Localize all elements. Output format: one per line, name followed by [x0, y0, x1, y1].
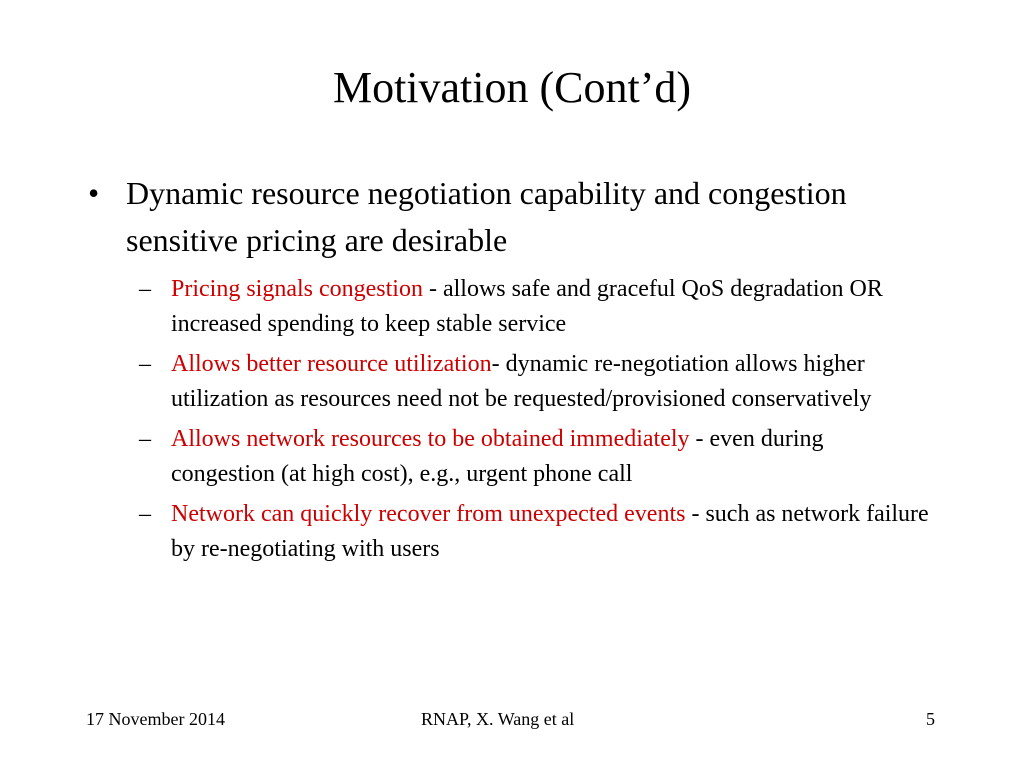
dash-glyph: – [139, 501, 151, 527]
sub-bullet-item [139, 497, 931, 567]
sub-bullet-item [139, 422, 931, 492]
dash-glyph: – [139, 426, 151, 452]
page-number: 5 [926, 709, 935, 729]
sub-bullet-list [139, 272, 931, 572]
bullet-glyph: • [88, 175, 100, 211]
sub-bullet-highlight: Allows better resource utilization [171, 351, 492, 377]
sub-bullet-item [139, 272, 931, 342]
dash-glyph: – [139, 351, 151, 377]
sub-bullet-item [139, 347, 931, 417]
main-bullet-text: Dynamic resource negotiation capability and congestion sensitive pricing are desirable [126, 175, 847, 258]
sub-bullet-text: - allows safe and graceful QoS degradation OR increased spending to keep stable service [171, 276, 883, 337]
sub-bullet-highlight: Pricing signals congestion [171, 276, 423, 302]
dash-glyph: – [139, 276, 151, 302]
sub-bullet-highlight: Network can quickly recover from unexpected events [171, 501, 686, 527]
sub-bullet-text: - such as network failure by re-negotiating with users [171, 501, 929, 562]
sub-bullet-text: - even during congestion (at high cost), e.g., urgent phone call [171, 426, 824, 487]
footer-date: 17 November 2014 [86, 709, 225, 729]
main-bullet [88, 170, 886, 264]
footer-author: RNAP, X. Wang et al [421, 709, 575, 729]
sub-bullet-highlight: Allows network resources to be obtained immediately [171, 426, 690, 452]
slide-title: Motivation (Cont’d) [332, 63, 692, 112]
sub-bullet-text: - dynamic re-negotiation allows higher utilization as resources need not be requested/provisioned conservatively [171, 351, 872, 412]
